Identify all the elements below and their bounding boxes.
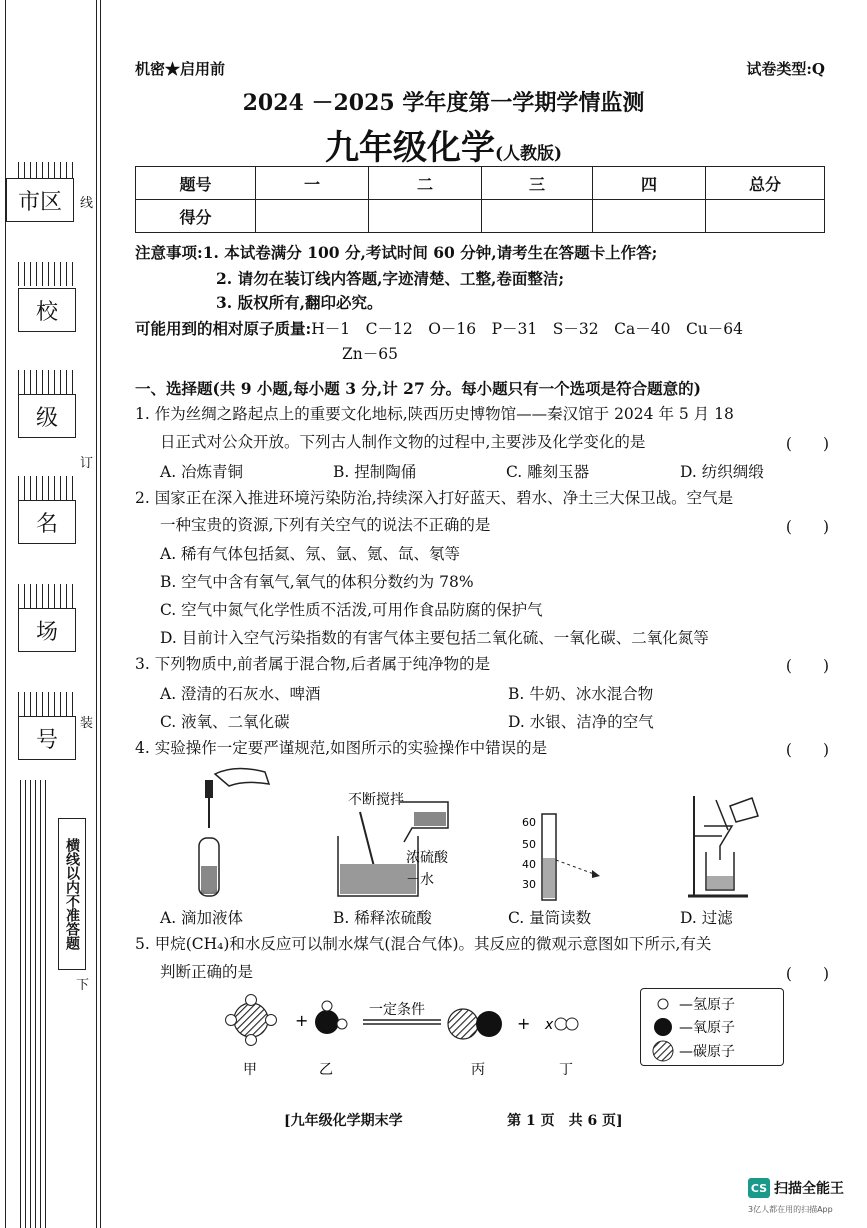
q1-answer-paren[interactable]: ( ) (785, 435, 829, 453)
coefficient-x: x (545, 1017, 554, 1033)
field-number: 号 (18, 716, 76, 760)
scanner-name: 扫描全能王 (774, 1181, 844, 1197)
svg-text:60: 60 (522, 816, 536, 829)
mark-line: 线 (80, 196, 94, 211)
th-total: 总分 (706, 167, 825, 200)
note-3: 3. 版权所有,翻印必究。 (216, 293, 383, 312)
q2-line1: 2. 国家正在深入推进环境污染防治,持续深入打好蓝天、碧水、净土三大保卫战。空气是 (135, 489, 734, 507)
q3-option-d: D. 水银、洁净的空气 (508, 713, 654, 731)
fig-filter (678, 790, 768, 902)
score-label: 得分 (136, 200, 256, 233)
svg-text:50: 50 (522, 838, 536, 851)
field-city: 市区 (6, 178, 74, 222)
th-part1: 一 (256, 167, 369, 200)
q1-line2: 日正式对公众开放。下列古人制作文物的过程中,主要涉及化学变化的是 (160, 433, 646, 451)
score-cell[interactable] (482, 200, 593, 233)
mark-bind: 装 (80, 716, 94, 731)
scanner-sub: 3亿人都在用的扫描App (748, 1205, 833, 1214)
q3-line1: 3. 下列物质中,前者属于混合物,后者属于纯净物的是 (135, 655, 491, 673)
field-school: 校 (18, 288, 76, 332)
footer-left: [九年级化学期末学 (284, 1113, 403, 1129)
svg-text:+: + (295, 1011, 309, 1030)
footer-page: 第 1 页 共 6 页] (507, 1113, 623, 1129)
scanner-logo: CS (748, 1178, 770, 1198)
q3-option-c: C. 液氧、二氧化碳 (160, 713, 290, 731)
fig-dropper (185, 766, 275, 901)
q3-option-b: B. 牛奶、冰水混合物 (508, 685, 654, 703)
q4-option-a: A. 滴加液体 (160, 909, 244, 927)
atomic-label: 可能用到的相对原子质量: (135, 319, 312, 338)
score-cell[interactable] (706, 200, 825, 233)
q3-answer-paren[interactable]: ( ) (785, 657, 829, 675)
mark-staple: 订 (80, 456, 94, 471)
q4-answer-paren[interactable]: ( ) (785, 741, 829, 759)
q4-option-d: D. 过滤 (680, 909, 733, 927)
fig-dilute (330, 784, 480, 902)
fig-b-water: －水 (406, 872, 434, 888)
note-1: 1. 本试卷满分 100 分,考试时间 60 分钟,请考生在答题卡上作答; (202, 243, 658, 262)
field-name: 名 (18, 500, 76, 544)
legend-oxygen: —氧原子 (679, 1020, 735, 1036)
q1-option-c: C. 雕刻玉器 (506, 463, 590, 481)
edition: (人教版) (494, 144, 563, 164)
q2-option-a: A. 稀有气体包括氦、氖、氩、氪、氙、氡等 (160, 545, 461, 563)
svg-text:30: 30 (522, 878, 536, 891)
atomic-values-2: Zn－65 (342, 345, 398, 363)
binding-strip (0, 0, 95, 1228)
label-bing: 丙 (471, 1062, 485, 1078)
q1-option-a: A. 冶炼青铜 (160, 463, 244, 481)
fig-b-acid: 浓硫酸 (406, 850, 448, 866)
field-class: 级 (18, 394, 76, 438)
q5-line1: 5. 甲烷(CH₄)和水反应可以制水煤气(混合气体)。其反应的微观示意图如下所示,有关 (135, 935, 712, 953)
score-table (135, 166, 825, 233)
q2-option-d: D. 目前计入空气污染指数的有害气体主要包括二氧化硫、一氧化碳、二氧化氮等 (160, 629, 709, 647)
th-part2: 二 (369, 167, 482, 200)
secret-label: 机密★启用前 (135, 60, 226, 78)
atomic-values: H－1 C－12 O－16 P－31 S－32 Ca－40 Cu－64 (311, 320, 744, 338)
q5-answer-paren[interactable]: ( ) (785, 965, 829, 983)
label-yi: 乙 (319, 1062, 333, 1078)
score-cell[interactable] (256, 200, 369, 233)
scanner-watermark (748, 1178, 844, 1198)
q1-line1: 1. 作为丝绸之路起点上的重要文化地标,陕西历史博物馆——秦汉馆于 2024 年 5 月 18 (135, 405, 734, 423)
q4-option-c: C. 量筒读数 (508, 909, 592, 927)
q2-line2: 一种宝贵的资源,下列有关空气的说法不正确的是 (160, 516, 491, 534)
binding-notice: 横线以内不准答题 (64, 838, 80, 950)
q5-line2: 判断正确的是 (160, 963, 254, 981)
fig-b-stir: 不断搅拌 (348, 792, 404, 808)
legend-carbon: —碳原子 (679, 1044, 735, 1060)
svg-text:+: + (517, 1014, 531, 1033)
q1-option-b: B. 捏制陶俑 (333, 463, 417, 481)
q2-option-c: C. 空气中氮气化学性质不活泼,可用作食品防腐的保护气 (160, 601, 543, 619)
reaction-diagram (215, 994, 625, 1084)
atom-legend (640, 988, 784, 1066)
score-header-row (136, 167, 825, 200)
th-part3: 三 (482, 167, 593, 200)
score-cell[interactable] (593, 200, 706, 233)
q2-answer-paren[interactable]: ( ) (785, 518, 829, 536)
legend-hydrogen: —氢原子 (679, 997, 735, 1013)
section-title: 一、选择题(共 9 小题,每小题 3 分,计 27 分。每小题只有一个选项是符合题意的) (135, 379, 701, 398)
score-row (136, 200, 825, 233)
subject-title: 九年级化学 (324, 128, 495, 168)
svg-text:40: 40 (522, 858, 536, 871)
q4-line1: 4. 实验操作一定要严谨规范,如图所示的实验操作中错误的是 (135, 739, 548, 757)
mark-down: 下 (76, 978, 90, 993)
q3-option-a: A. 澄清的石灰水、啤酒 (160, 685, 321, 703)
score-cell[interactable] (369, 200, 482, 233)
label-ding: 丁 (559, 1062, 573, 1078)
reaction-condition: 一定条件 (369, 1002, 425, 1018)
q2-option-b: B. 空气中含有氧气,氧气的体积分数约为 78% (160, 573, 474, 591)
th-part4: 四 (593, 167, 706, 200)
q4-option-b: B. 稀释浓硫酸 (333, 909, 432, 927)
notes-label: 注意事项: (135, 243, 203, 262)
field-room: 场 (18, 608, 76, 652)
exam-title: 2024 －2025 学年度第一学期学情监测 (242, 90, 645, 116)
fig-cylinder (522, 812, 612, 902)
note-2: 2. 请勿在装订线内答题,字迹清楚、工整,卷面整洁; (216, 269, 565, 288)
q1-option-d: D. 纺织绸缎 (680, 463, 764, 481)
th-number: 题号 (136, 167, 256, 200)
paper-type: 试卷类型:Q (746, 60, 825, 78)
label-jia: 甲 (243, 1062, 257, 1078)
